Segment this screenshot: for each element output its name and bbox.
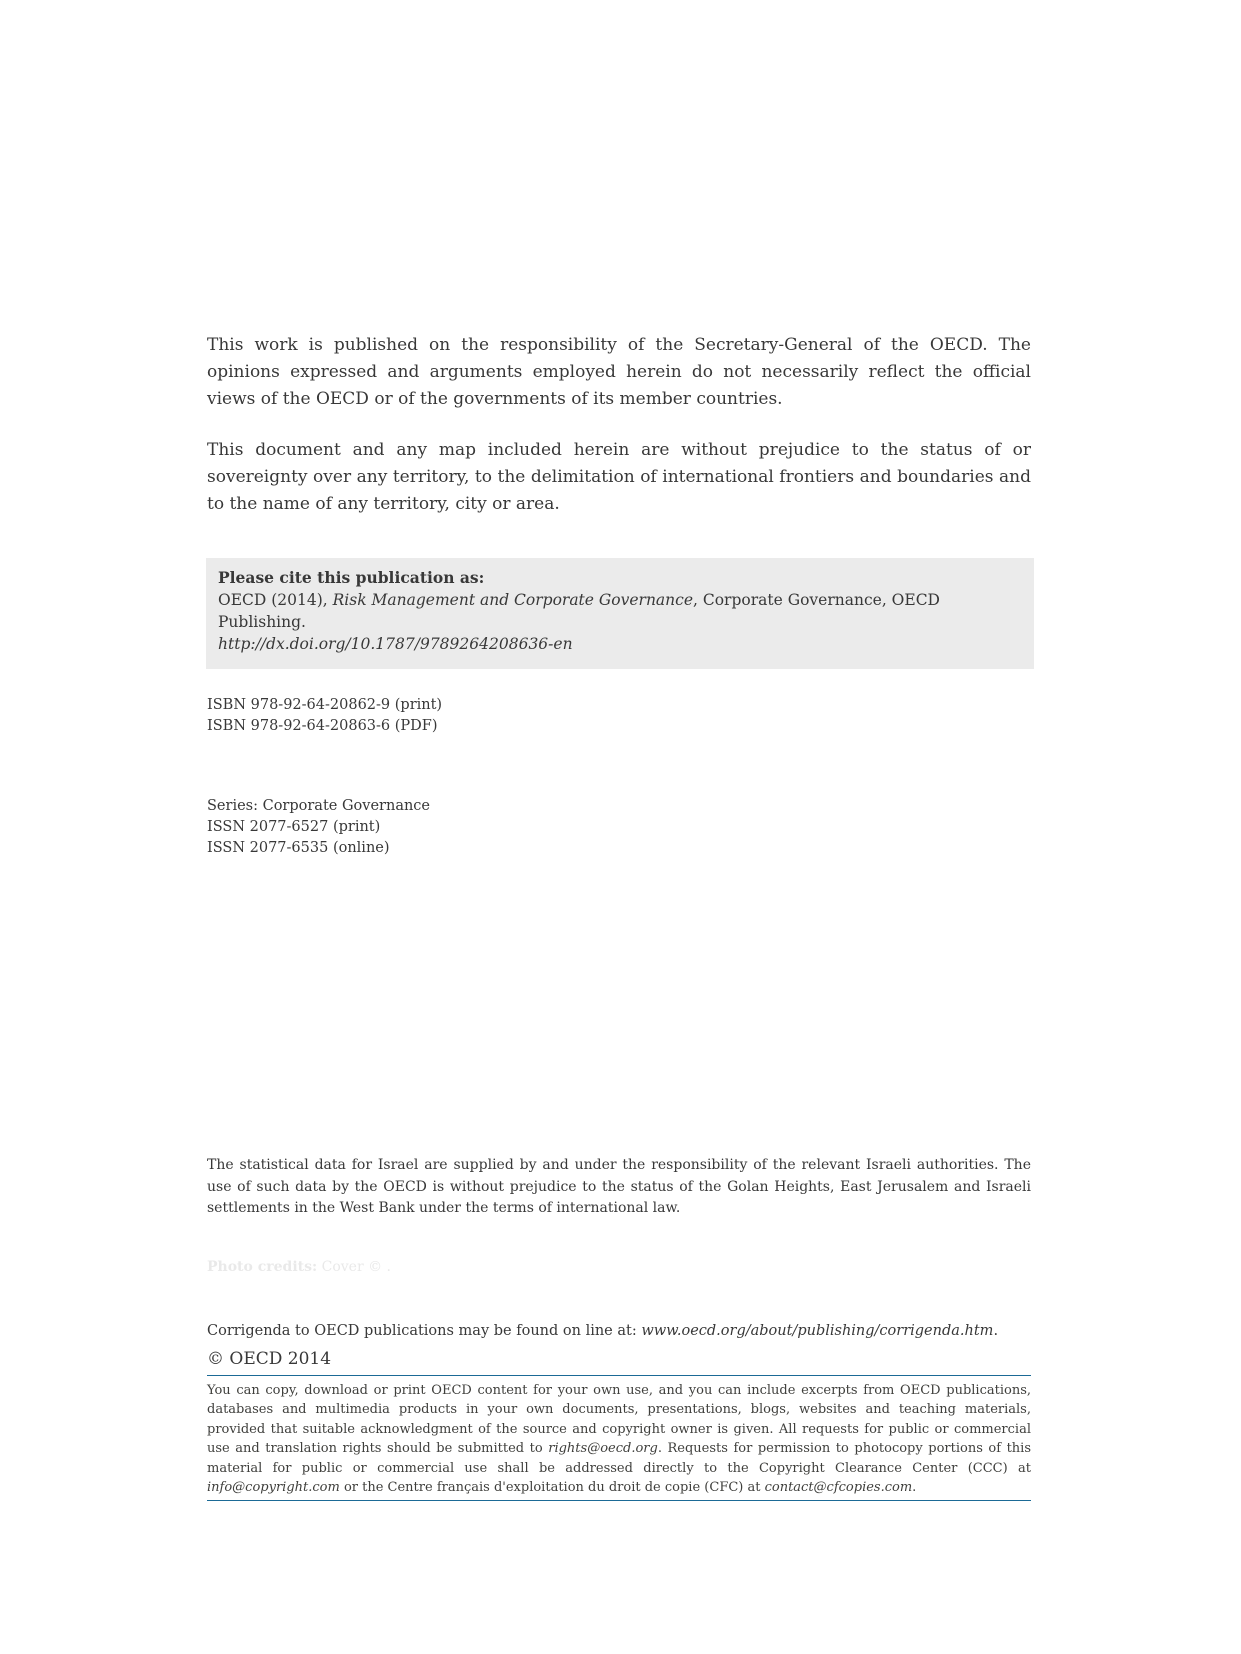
license-terms-text: You can copy, download or print OECD content for your own use, and you can include excerpts from OECD publications, databases and multimedia products in your own documents, presentations, blogs, websites and teaching materials, provided that suitable acknowledgment of the source and copyright owner is given. All requests for public or commercial use and translation rights should be submitted to rights@oecd.org. Requests for permission to photocopy portions of this material for public or commercial use shall be addressed directly to the Copyright Clearance Center (CCC) at info@copyright.com or the Centre français d'exploitation du droit de copie (CFC) at contact@cfcopies.com. [207,1383,1031,1496]
citation-doi: http://dx.doi.org/10.1787/9789264208636-en [218,635,573,653]
issn-print: ISSN 2077-6527 (print) [207,819,381,835]
isbn-print: ISBN 978-92-64-20862-9 (print) [207,697,443,713]
isbn-pdf: ISBN 978-92-64-20863-6 (PDF) [207,718,438,734]
isbn-block [207,695,1031,737]
paragraph-territory: This document and any map included herein are without prejudice to the status of or sovereignty over any territory, to the delimitation of international frontiers and boundaries and to the name of any territory, city or area. [207,440,1031,514]
photo-credits-value: Cover © . [317,1259,391,1275]
license-terms-block [207,1375,1031,1501]
corrigenda-line: Corrigenda to OECD publications may be found on line at: www.oecd.org/about/publishing/corrigenda.htm. [207,1323,999,1339]
photo-credits-line [207,1257,1031,1277]
photo-credits-label: Photo credits: [207,1259,318,1275]
series-block [207,796,1031,859]
paragraph-responsibility: This work is published on the responsibility of the Secretary-General of the OECD. The opinions expressed and arguments employed herein do not necessarily reflect the official views of the OECD or of the governments of its member countries. [207,335,1031,409]
citation-reference: OECD (2014), Risk Management and Corporate Governance, Corporate Governance, OECD Publishing. [218,591,940,631]
series-name: Series: Corporate Governance [207,798,431,814]
citation-heading: Please cite this publication as: [218,568,485,587]
citation-box [206,558,1034,669]
israel-statistical-disclaimer: The statistical data for Israel are supplied by and under the responsibility of the relevant Israeli authorities. The use of such data by the OECD is without prejudice to the status of the Golan Heights, East Jerusalem and Israeli settlements in the West Bank under the terms of international law. [207,1157,1031,1216]
copyright-notice: © OECD 2014 [207,1349,332,1369]
issn-online: ISSN 2077-6535 (online) [207,840,390,856]
